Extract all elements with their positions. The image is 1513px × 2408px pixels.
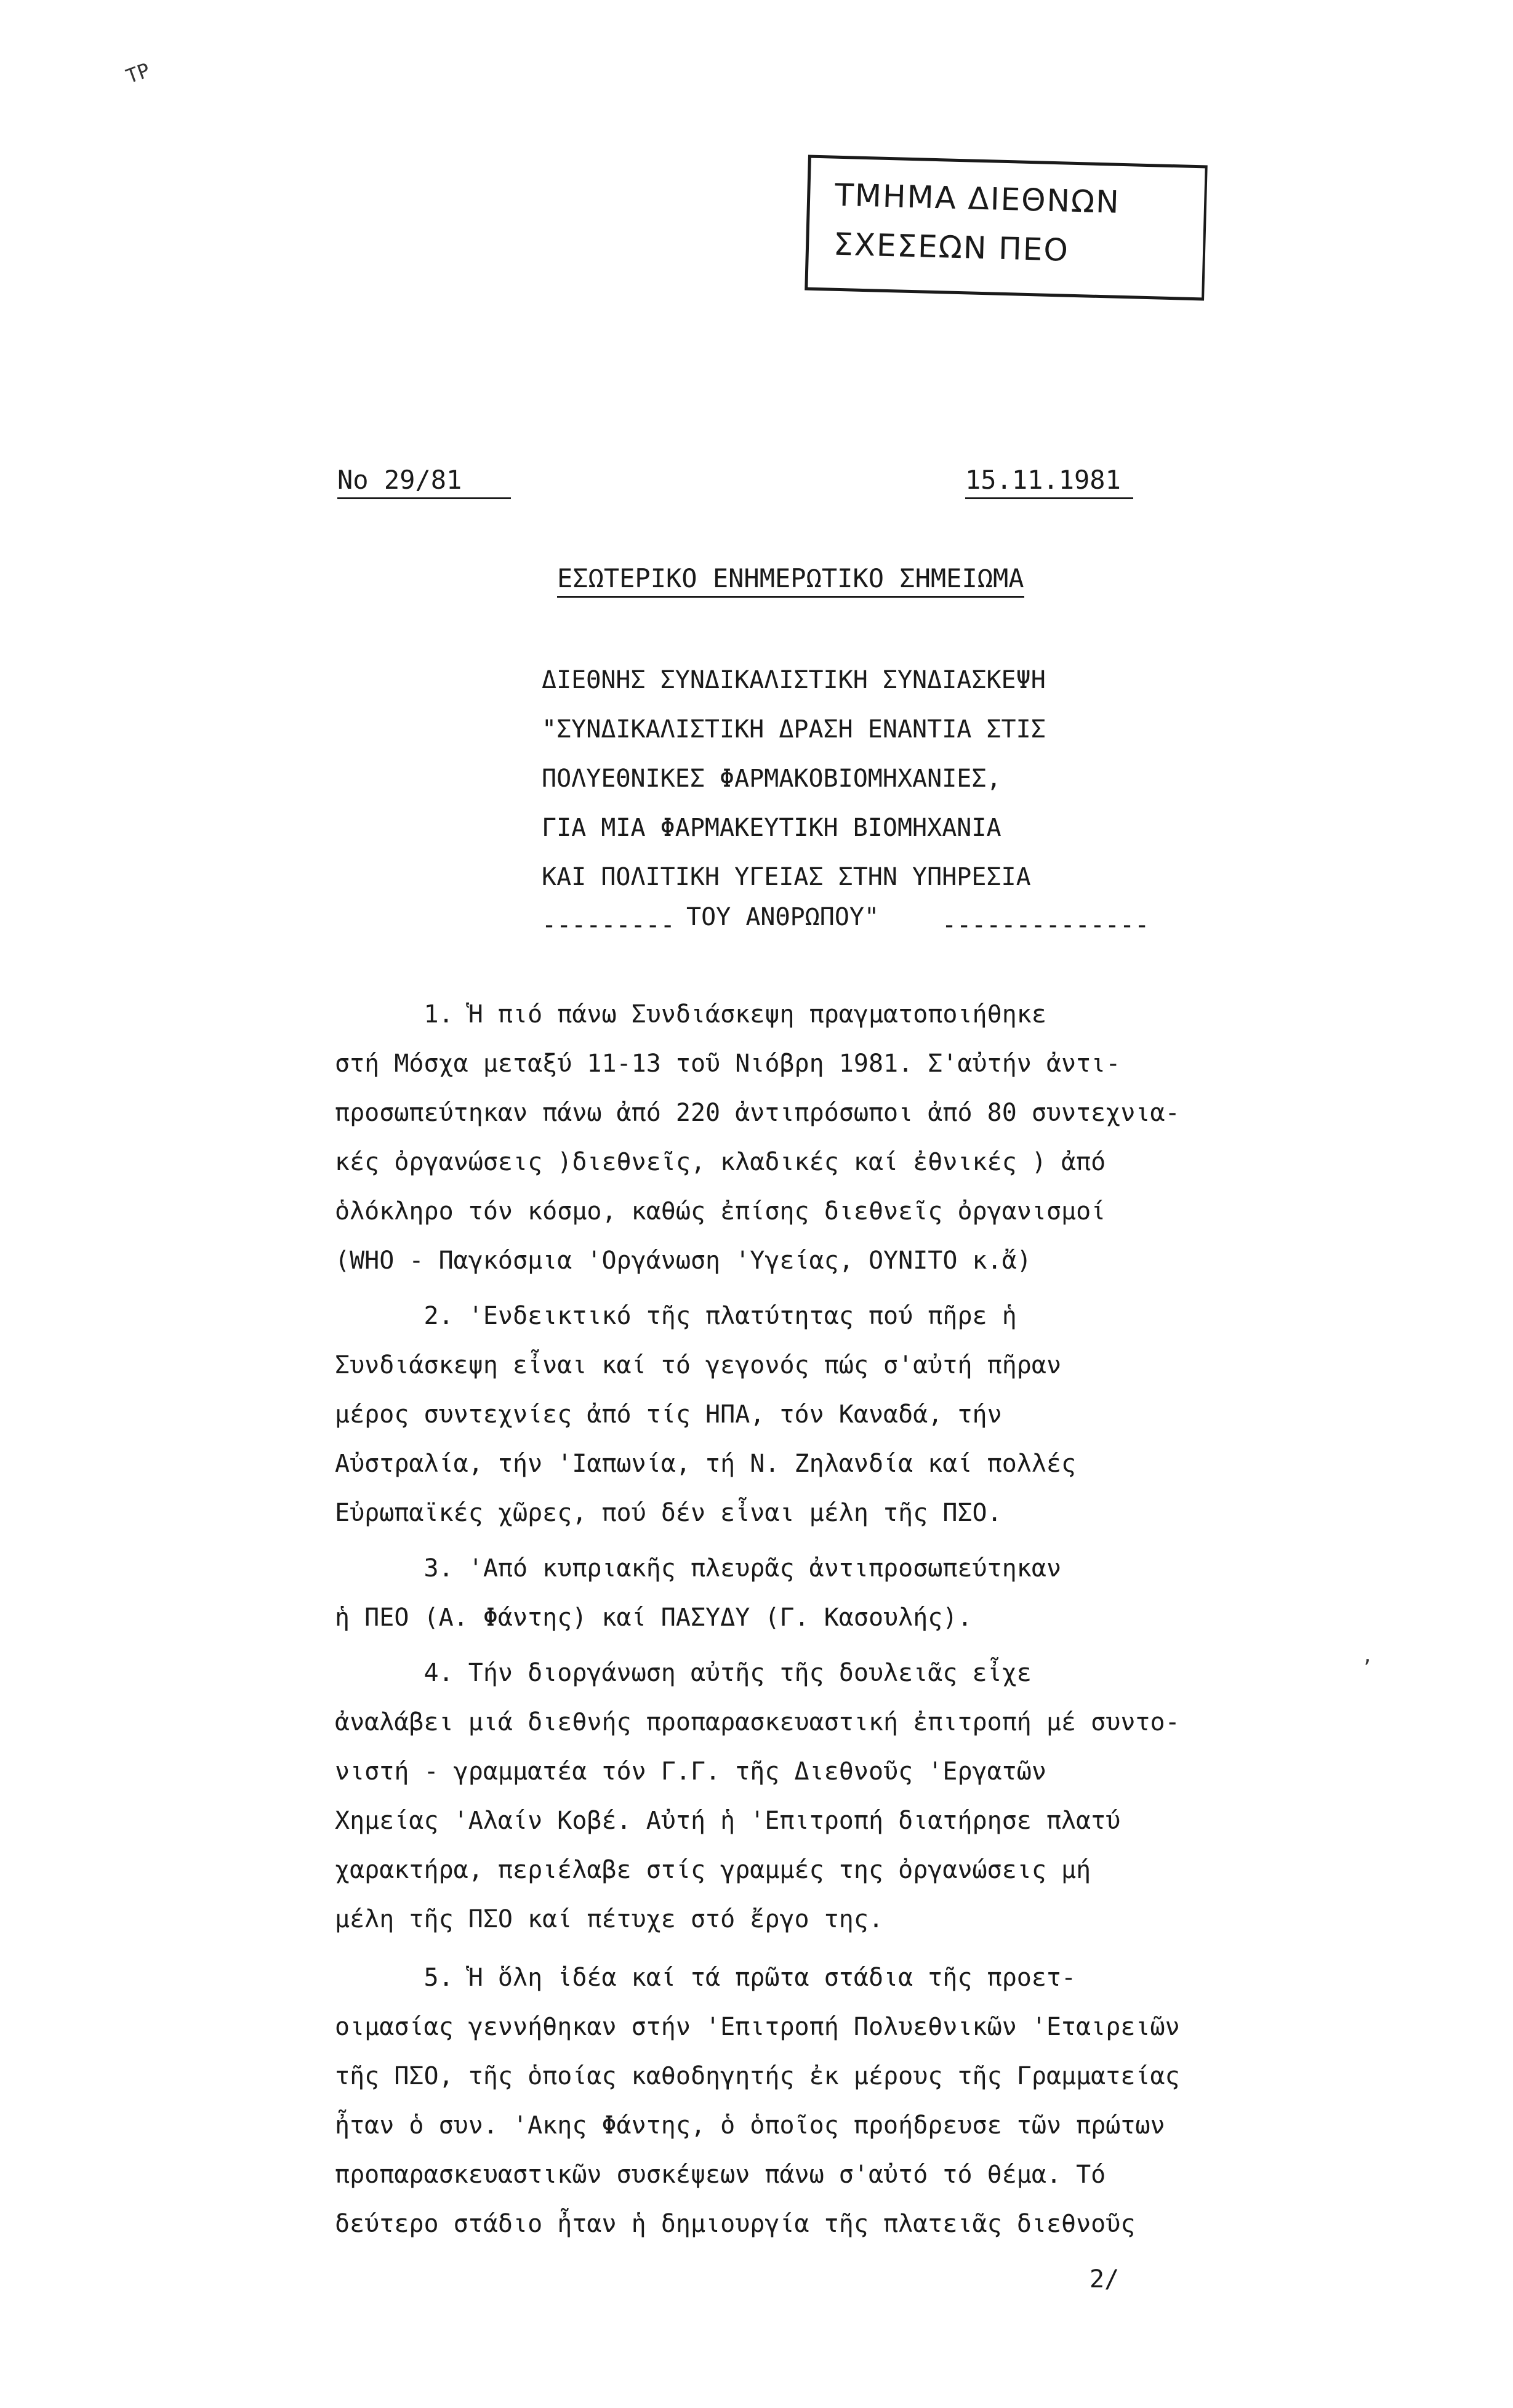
- body-line: δεύτερο στάδιο ἦταν ἡ δημιουργία τῆς πλατειᾶς διεθνοῦς: [335, 2210, 1136, 2238]
- body-line: Χημείας 'Αλαίν Κοβέ. Αὐτή ἡ 'Επιτροπή διατήρησε πλατύ: [335, 1807, 1121, 1835]
- body-line: ἦταν ὁ συν. 'Ακης Φάντης, ὁ ὁποῖος προήδρευσε τῶν πρώτων: [335, 2111, 1165, 2140]
- document-number: No 29/81: [337, 465, 511, 499]
- body-line: μέλη τῆς ΠΣΟ καί πέτυχε στό ἔργο της.: [335, 1905, 884, 1933]
- body-line: ἀναλάβει μιά διεθνής προπαρασκευαστική ἐπιτροπή μέ συντο-: [335, 1708, 1180, 1736]
- margin-mark-top-left: ΤΡ: [122, 58, 153, 89]
- body-line: 5. Ἡ ὅλη ἰδέα καί τά πρῶτα στάδια τῆς προετ-: [335, 1964, 1077, 1992]
- body-line: ἡ ΠΕΟ (Α. Φάντης) καί ΠΑΣΥΔΥ (Γ. Κασουλής).: [335, 1603, 973, 1632]
- body-line: νιστή - γραμματέα τόν Γ.Γ. τῆς Διεθνοῦς 'Εργατῶν: [335, 1757, 1046, 1786]
- conference-title-line: ΠΟΛΥΕΘΝΙΚΕΣ ΦΑΡΜΑΚΟΒΙΟΜΗΧΑΝΙΕΣ,: [542, 765, 1001, 793]
- department-stamp: [805, 155, 1208, 301]
- body-line: Συνδιάσκεψη εἶναι καί τό γεγονός πώς σ'αὐτή πῆραν: [335, 1351, 1062, 1379]
- body-line: 4. Τήν διοργάνωση αὐτῆς τῆς δουλειᾶς εἶχε: [335, 1659, 1032, 1687]
- title-dash-left: ---------: [542, 911, 675, 939]
- body-line: κές ὀργανώσεις )διεθνεῖς, κλαδικές καί ἐθνικές ) ἀπό: [335, 1148, 1106, 1176]
- conference-title-line: ΚΑΙ ΠΟΛΙΤΙΚΗ ΥΓΕΙΑΣ ΣΤΗΝ ΥΠΗΡΕΣΙΑ: [542, 863, 1031, 891]
- page-continuation-marker: 2/: [1090, 2265, 1120, 2294]
- stamp-line-2: ΣΧΕΣΕΩΝ ΠΕΟ: [833, 226, 1070, 268]
- body-line: Αὐστραλία, τήν 'Ιαπωνία, τή Ν. Ζηλανδία καί πολλές: [335, 1450, 1077, 1478]
- body-line: 3. 'Από κυπριακῆς πλευρᾶς ἀντιπροσωπεύτηκαν: [335, 1554, 1062, 1583]
- title-dash-right: --------------: [942, 911, 1150, 939]
- margin-mark-comma: ,: [1362, 1643, 1374, 1667]
- body-line: οιμασίας γεννήθηκαν στήν 'Επιτροπή Πολυεθνικῶν 'Εταιρειῶν: [335, 2013, 1180, 2041]
- conference-title-line: ΤΟΥ ΑΝΘΡΩΠΟΥ": [686, 903, 880, 931]
- body-line: Εὐρωπαϊκές χῶρες, πού δέν εἶναι μέλη τῆς ΠΣΟ.: [335, 1499, 1002, 1527]
- conference-title-line: ΓΙΑ ΜΙΑ ΦΑΡΜΑΚΕΥΤΙΚΗ ΒΙΟΜΗΧΑΝΙΑ: [542, 814, 1001, 842]
- conference-title-line: ΔΙΕΘΝΗΣ ΣΥΝΔΙΚΑΛΙΣΤΙΚΗ ΣΥΝΔΙΑΣΚΕΨΗ: [542, 666, 1046, 694]
- body-line: 2. 'Ενδεικτικό τῆς πλατύτητας πού πῆρε ἡ: [335, 1302, 1017, 1330]
- memo-title: ΕΣΩΤΕΡΙΚΟ ΕΝΗΜΕΡΩΤΙΚΟ ΣΗΜΕΙΩΜΑ: [557, 563, 1024, 598]
- body-line: (WHO - Παγκόσμια 'Οργάνωση 'Υγείας, ΟΥΝΙΤΟ κ.ἄ): [335, 1246, 1032, 1275]
- conference-title-line: "ΣΥΝΔΙΚΑΛΙΣΤΙΚΗ ΔΡΑΣΗ ΕΝΑΝΤΙΑ ΣΤΙΣ: [542, 715, 1046, 744]
- body-line: μέρος συντεχνίες ἀπό τίς ΗΠΑ, τόν Καναδά, τήν: [335, 1400, 1002, 1429]
- body-line: προσωπεύτηκαν πάνω ἀπό 220 ἀντιπρόσωποι ἀπό 80 συντεχνια-: [335, 1099, 1180, 1127]
- body-line: τῆς ΠΣΟ, τῆς ὁποίας καθοδηγητής ἐκ μέρους τῆς Γραμματείας: [335, 2062, 1180, 2090]
- body-line: χαρακτήρα, περιέλαβε στίς γραμμές της ὀργανώσεις μή: [335, 1856, 1091, 1884]
- body-line: προπαρασκευαστικῶν συσκέψεων πάνω σ'αὐτό τό θέμα. Τό: [335, 2161, 1106, 2189]
- body-line: στή Μόσχα μεταξύ 11-13 τοῦ Νιόβρη 1981. Σ'αὐτήν ἀντι-: [335, 1049, 1121, 1078]
- document-date: 15.11.1981: [965, 465, 1133, 499]
- body-line: 1. Ἡ πιό πάνω Συνδιάσκεψη πραγματοποιήθηκε: [335, 1000, 1046, 1029]
- stamp-line-1: ΤΜΗΜΑ ΔΙΕΘΝΩΝ: [834, 177, 1121, 220]
- body-line: ὁλόκληρο τόν κόσμο, καθώς ἐπίσης διεθνεῖς ὀργανισμοί: [335, 1197, 1106, 1226]
